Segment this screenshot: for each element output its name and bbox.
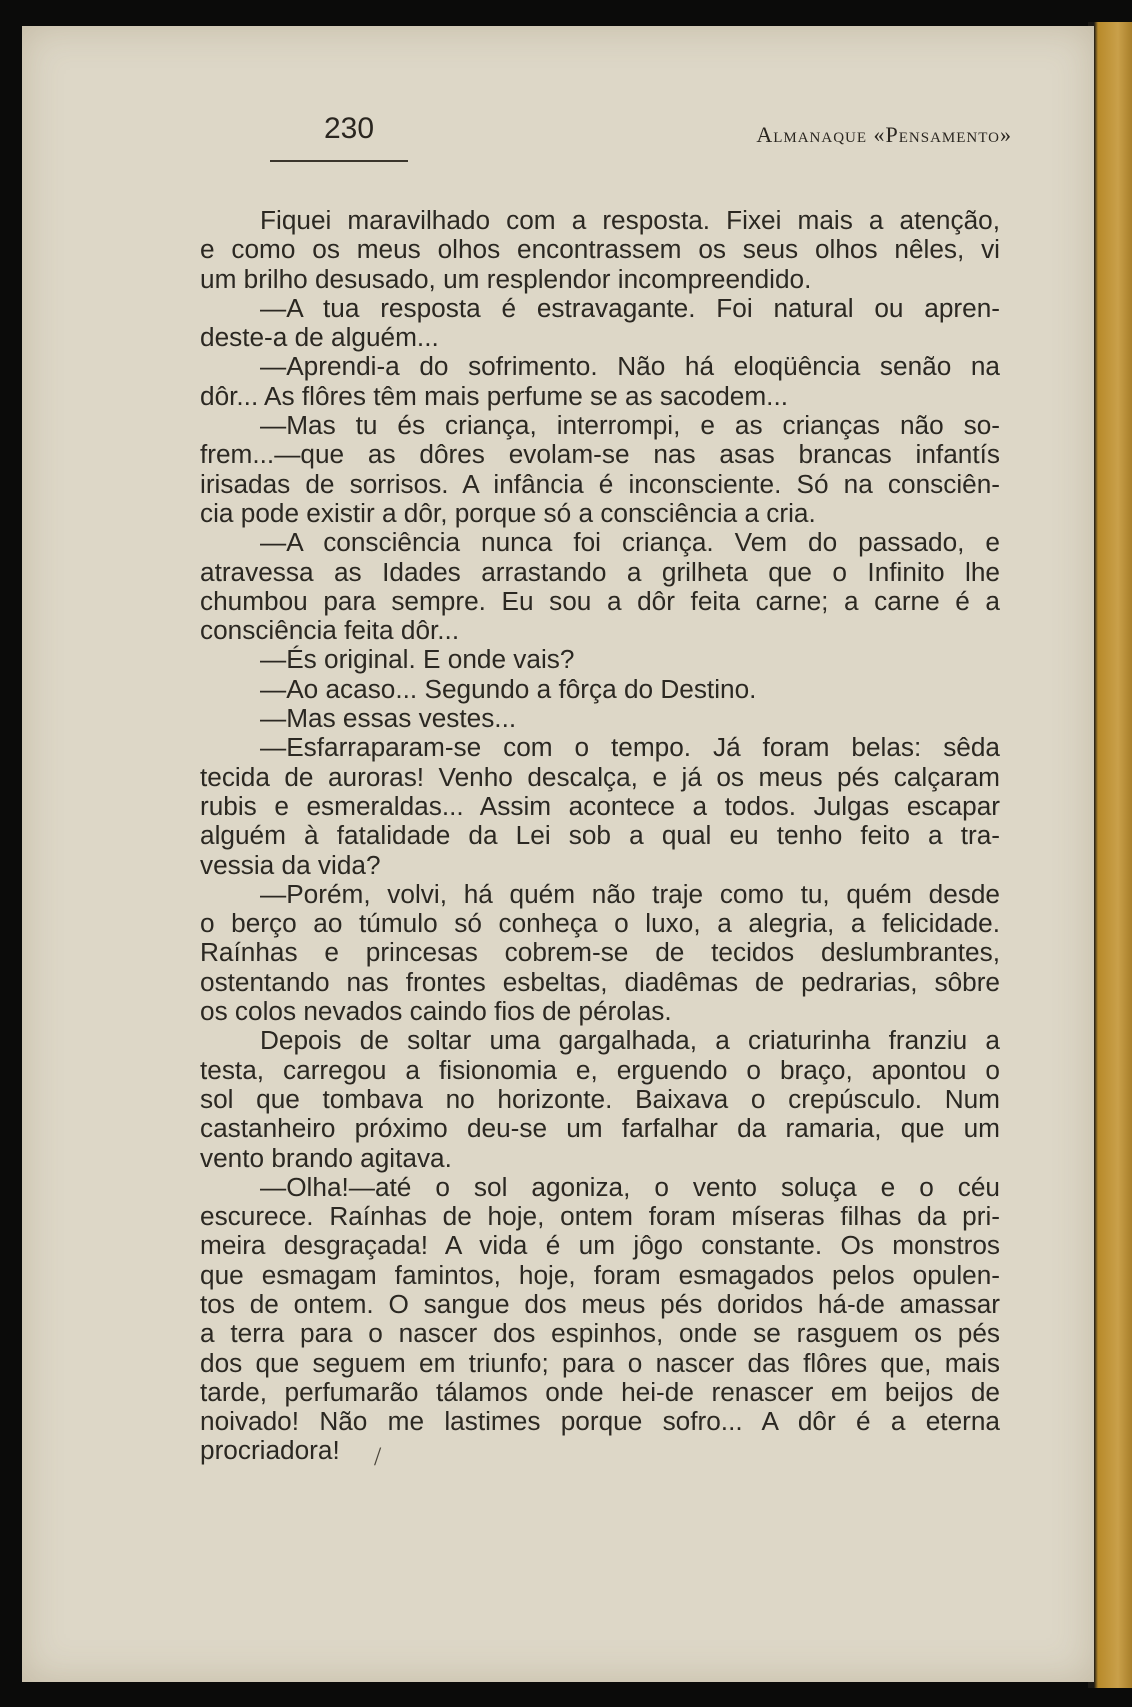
text-line: atravessa as Idades arrastando a grilheta que o Infinito lhe — [200, 556, 1000, 587]
text-line: —És original. E onde vais? — [260, 644, 575, 675]
text-line: —Olha!—até o sol agoniza, o vento soluça e o céu — [260, 1171, 1000, 1202]
text-line: o berço ao túmulo só conheça o luxo, a alegria, a felicidade. — [200, 908, 1000, 939]
text-line: Fiquei maravilhado com a resposta. Fixei mais a atenção, — [260, 205, 1000, 235]
adjacent-page-edge — [1088, 22, 1132, 1688]
text-line: —Porém, volvi, há quém não traje como tu, quém desde — [260, 878, 1000, 909]
end-mark: / — [374, 1442, 382, 1471]
text-line: frem...—que as dôres evolam-se nas asas brancas infantís — [200, 439, 1000, 470]
text-line: testa, carregou a fisionomia e, erguendo o braço, apontou o — [200, 1054, 1000, 1085]
text-line: que esmagam famintos, hoje, foram esmagados pelos opulen- — [200, 1259, 1000, 1290]
body-text — [200, 206, 1000, 1466]
text-line: cia pode existir a dôr, porque só a consciência a cria. — [200, 497, 816, 528]
text-line: —A tua resposta é estravagante. Foi natural ou apren- — [260, 292, 1000, 323]
text-line: vessia da vida? — [200, 849, 381, 880]
text-line: e como os meus olhos encontrassem os seus olhos nêles, vi — [200, 234, 1000, 265]
text-line: —Ao acaso... Segundo a fôrça do Destino. — [260, 673, 757, 704]
text-line: a terra para o nascer dos espinhos, onde se rasguem os pés — [200, 1318, 1000, 1349]
text-line: Depois de soltar uma gargalhada, a criaturinha franziu a — [260, 1025, 1000, 1056]
text-line: —Mas tu és criança, interrompi, e as crianças não so- — [260, 410, 1000, 441]
text-line: vento brando agitava. — [200, 1142, 452, 1173]
text-line: alguém à fatalidade da Lei sob a qual eu tenho feito a tra- — [200, 820, 1000, 851]
text-line: tos de ontem. O sangue dos meus pés doridos há-de amassar — [200, 1288, 1000, 1319]
page-header — [232, 112, 1012, 162]
text-line: —Mas essas vestes... — [260, 703, 517, 734]
text-line: dôr... As flôres têm mais perfume se as sacodem... — [200, 380, 789, 411]
running-title: Almanaque «Pensamento» — [756, 122, 1012, 147]
text-line: Raínhas e princesas cobrem-se de tecidos deslumbrantes, — [200, 937, 1000, 968]
text-line: um brilho desusado, um resplendor incompreendido. — [200, 263, 812, 294]
text-line: escurece. Raínhas de hoje, ontem foram míseras filhas da pri- — [200, 1201, 1000, 1232]
text-line: consciência feita dôr... — [200, 615, 460, 646]
text-line: tecida de auroras! Venho descalça, e já os meus pés calçaram — [200, 761, 1000, 792]
text-line: dos que seguem em triunfo; para o nascer das flôres que, mais — [200, 1347, 1000, 1378]
page-number-rule — [270, 160, 408, 162]
text-line: os colos nevados caindo fios de pérolas. — [200, 996, 672, 1027]
text-line: —Esfarraparam-se com o tempo. Já foram belas: sêda — [260, 732, 1000, 763]
text-line: meira desgraçada! A vida é um jôgo constante. Os monstros — [200, 1230, 1000, 1261]
text-line: deste-a de alguém... — [200, 322, 439, 353]
text-line: —Aprendi-a do sofrimento. Não há eloqüência senão na — [260, 351, 1000, 382]
text-line: chumbou para sempre. Eu sou a dôr feita carne; a carne é a — [200, 585, 1000, 616]
text-line: procriadora! — [200, 1435, 340, 1466]
page-number: 230 — [324, 112, 375, 145]
text-line: tarde, perfumarão tálamos onde hei-de renascer em beijos de — [200, 1376, 1000, 1407]
text-line: —A consciência nunca foi criança. Vem do passado, e — [260, 527, 1000, 558]
text-line: sol que tombava no horizonte. Baixava o crepúsculo. Num — [200, 1083, 1000, 1114]
text-line: irisadas de sorrisos. A infância é inconsciente. Só na consciên- — [200, 468, 1000, 499]
text-line: castanheiro próximo deu-se um farfalhar da ramaria, que um — [200, 1113, 1000, 1144]
text-line: noivado! Não me lastimes porque sofro... A dôr é a eterna — [200, 1406, 1000, 1437]
text-line: ostentando nas frontes esbeltas, diadêmas de pedrarias, sôbre — [200, 966, 1000, 997]
text-line: rubis e esmeraldas... Assim acontece a todos. Julgas escapar — [200, 790, 1000, 821]
